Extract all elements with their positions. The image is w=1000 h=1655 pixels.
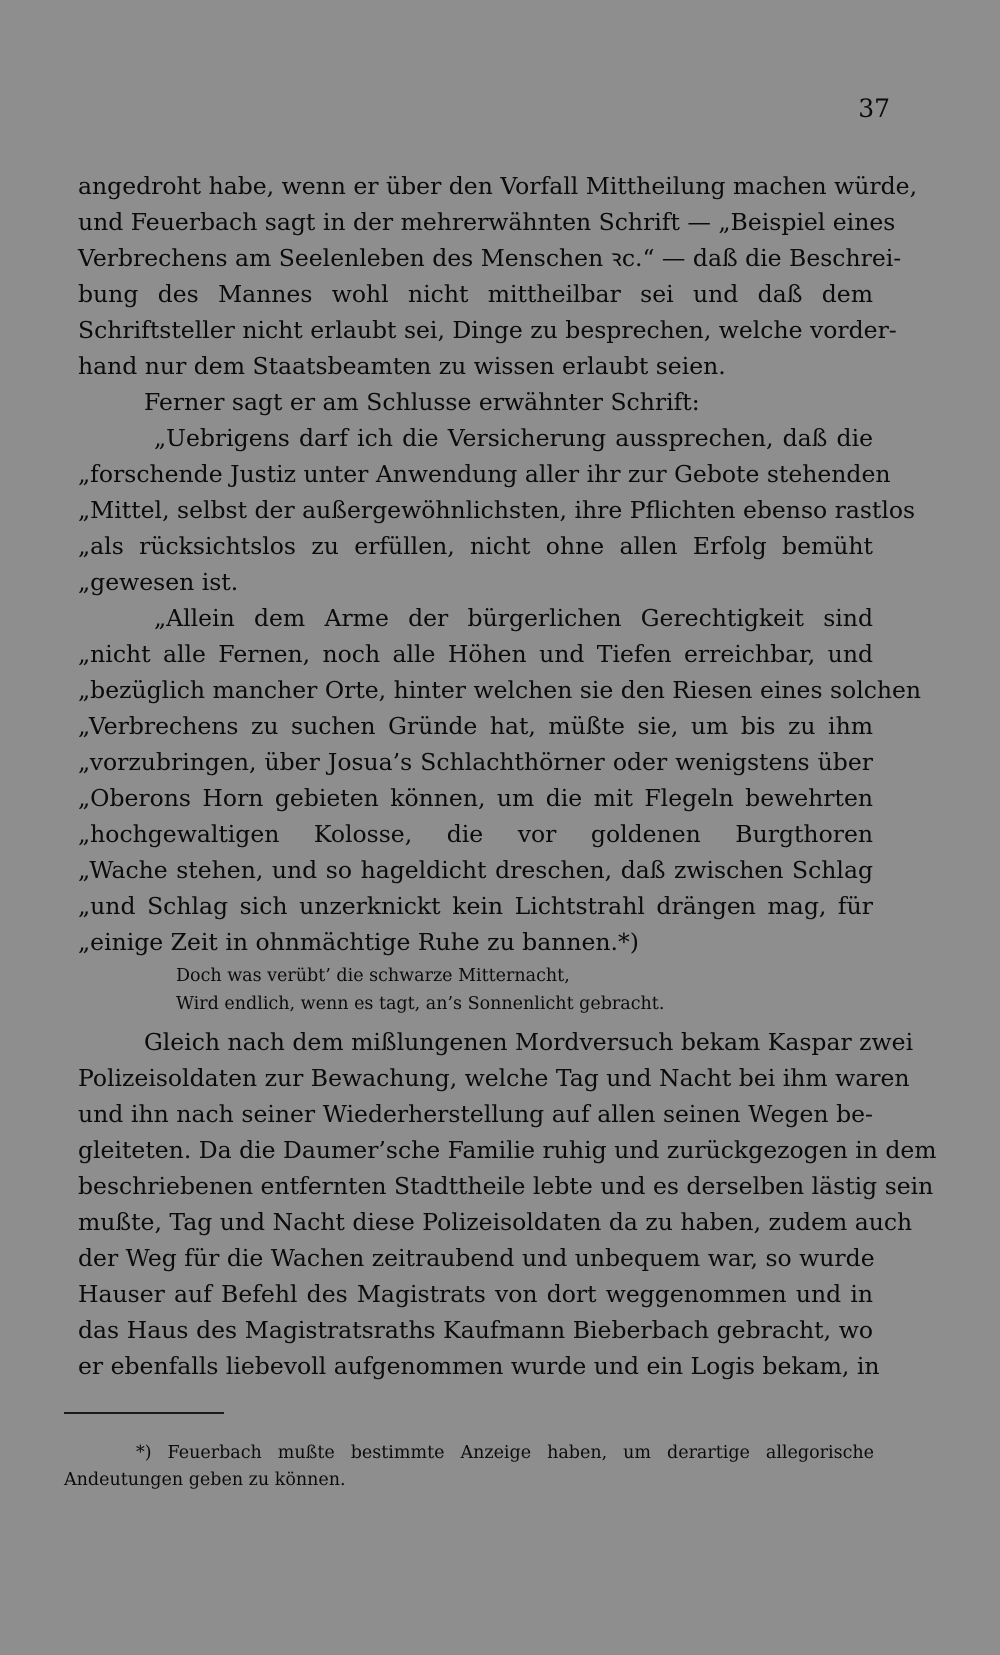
footnote-divider — [64, 1412, 224, 1414]
footnote-line: Andeutungen geben zu können. — [64, 1470, 346, 1490]
quote-line: „gewesen ist. — [78, 568, 239, 596]
quote-line: „Mittel, selbst der außergewöhnlichsten, ihre Pflichten ebenso rastlos — [78, 496, 916, 524]
body-text — [78, 168, 937, 1384]
text-line: beschriebenen entfernten Stadttheile lebte und es derselben lästig sein — [78, 1172, 934, 1200]
text-line: Schriftsteller nicht erlaubt sei, Dinge zu besprechen, welche vorder- — [78, 316, 897, 344]
verse-line: Doch was verübt’ die schwarze Mitternacht, — [176, 966, 570, 986]
text-line: Polizeisoldaten zur Bewachung, welche Tag und Nacht bei ihm waren — [78, 1064, 910, 1092]
paragraph-start: Ferner sagt er am Schlusse erwähnter Schrift: — [144, 388, 700, 416]
text-line: das Haus des Magistratsraths Kaufmann Bieberbach gebracht, wo — [78, 1316, 873, 1344]
footnote — [64, 1440, 874, 1494]
quote-line: „einige Zeit in ohnmächtige Ruhe zu bannen.*) — [78, 928, 639, 956]
quote-line: „und Schlag sich unzerknickt kein Lichtstrahl drängen mag, für — [78, 892, 873, 920]
quote-line: „Wache stehen, und so hageldicht dreschen, daß zwischen Schlag — [78, 856, 873, 884]
quote-line: „Verbrechens zu suchen Gründe hat, müßte sie, um bis zu ihm — [78, 712, 873, 740]
text-line: gleiteten. Da die Daumer’sche Familie ruhig und zurückgezogen in dem — [78, 1136, 937, 1164]
quote-line: „Uebrigens darf ich die Versicherung aussprechen, daß die — [154, 424, 873, 452]
quote-line: „Oberons Horn gebieten können, um die mit Flegeln bewehrten — [78, 784, 873, 812]
footnote-line: *) Feuerbach mußte bestimmte Anzeige haben, um derartige allegorische — [136, 1443, 874, 1463]
text-line: er ebenfalls liebevoll aufgenommen wurde und ein Logis bekam, in — [78, 1352, 880, 1380]
text-line: und Feuerbach sagt in der mehrerwähnten Schrift — „Beispiel eines — [78, 208, 896, 236]
quote-line: „forschende Justiz unter Anwendung aller ihr zur Gebote stehenden — [78, 460, 891, 488]
text-line: bung des Mannes wohl nicht mittheilbar sei und daß dem — [78, 280, 873, 308]
text-line: angedroht habe, wenn er über den Vorfall Mittheilung machen würde, — [78, 172, 918, 200]
text-line: hand nur dem Staatsbeamten zu wissen erlaubt seien. — [78, 352, 726, 380]
verse-line: Wird endlich, wenn es tagt, an’s Sonnenlicht gebracht. — [176, 994, 665, 1014]
text-line: der Weg für die Wachen zeitraubend und unbequem war, so wurde — [78, 1244, 875, 1272]
text-line: Verbrechens am Seelenleben des Menschen ꝛc.“ — daß die Beschrei- — [78, 244, 902, 272]
quote-line: „nicht alle Fernen, noch alle Höhen und Tiefen erreichbar, und — [78, 640, 873, 668]
text-line: mußte, Tag und Nacht diese Polizeisoldaten da zu haben, zudem auch — [78, 1208, 913, 1236]
quote-line: „hochgewaltigen Kolosse, die vor goldenen Burgthoren — [78, 820, 873, 848]
quote-line: „vorzubringen, über Josua’s Schlachthörner oder wenigstens über — [78, 748, 873, 776]
page-number: 37 — [858, 94, 890, 123]
paragraph-start: Gleich nach dem mißlungenen Mordversuch bekam Kaspar zwei — [144, 1028, 914, 1056]
text-line: und ihn nach seiner Wiederherstellung auf allen seinen Wegen be- — [78, 1100, 873, 1128]
quote-line: „als rücksichtslos zu erfüllen, nicht ohne allen Erfolg bemüht — [78, 532, 873, 560]
text-line: Hauser auf Befehl des Magistrats von dort weggenommen und in — [78, 1280, 873, 1308]
quote-line: „Allein dem Arme der bürgerlichen Gerechtigkeit sind — [154, 604, 873, 632]
quote-line: „bezüglich mancher Orte, hinter welchen sie den Riesen eines solchen — [78, 676, 922, 704]
